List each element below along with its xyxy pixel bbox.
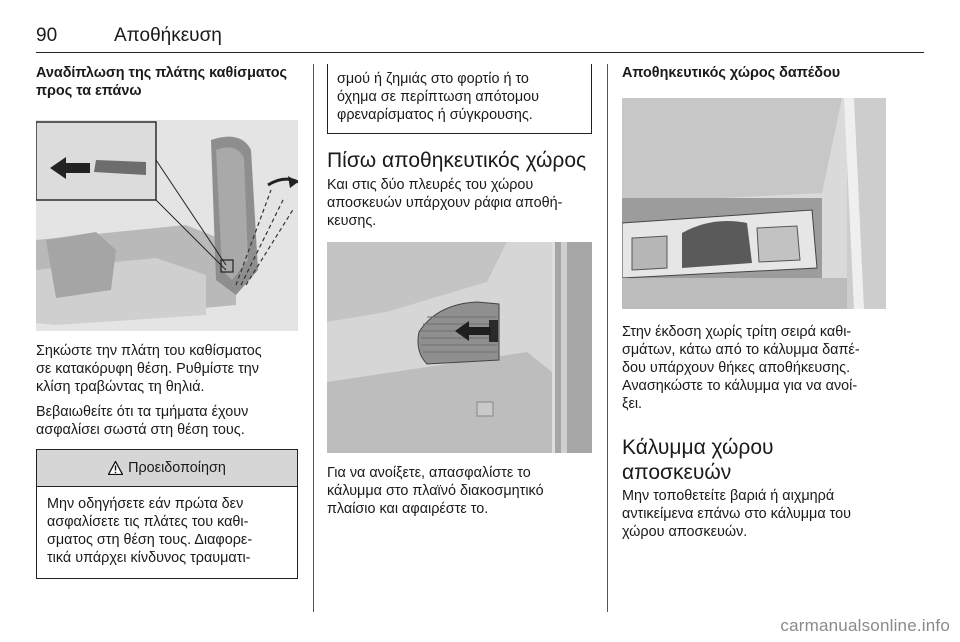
- column-3: [622, 64, 886, 541]
- heading-rear-storage: Πίσω αποθηκευτικός χώρος: [327, 149, 587, 172]
- paragraph-open-cover: Για να ανοίξετε, απασφαλίστε το κάλυμμα στο πλαϊνό διακοσμητικό πλαίσιο και αφαιρέστε το.: [327, 465, 544, 517]
- warning-box: [36, 449, 298, 579]
- figure-side-storage-cover: [327, 242, 592, 453]
- warning-text: Μην οδηγήσετε εάν πρώτα δεν ασφαλίσετε τις πλάτες του καθι- σματος στη θέση τους. Διαφορε- τικά υπάρχει κίνδυνος τραυματι-: [47, 496, 253, 566]
- figure-floor-storage: [622, 98, 886, 309]
- page-number: 90: [36, 25, 58, 46]
- column-1: [36, 64, 298, 579]
- warning-header: [37, 450, 297, 487]
- column-2: [327, 64, 592, 518]
- paragraph-storage-shelves: Και στις δύο πλευρές του χώρου αποσκευών υπάρχουν ράφια αποθή- κευσης.: [327, 177, 563, 229]
- warning-continuation: σμού ή ζημιάς στο φορτίο ή το όχημα σε περίπτωση απότομου φρεναρίσματος ή σύγκρουσης.: [327, 64, 592, 134]
- column-divider: [313, 64, 314, 612]
- warning-title: Προειδοποίηση: [128, 460, 226, 476]
- page-header: [36, 22, 924, 53]
- section-title: Αποθήκευση: [114, 25, 222, 46]
- paragraph-floor-compartments: Στην έκδοση χωρίς τρίτη σειρά καθι- σμάτων, κάτω από το κάλυμμα δαπέ- δου υπάρχουν θήκες αποθήκευσης. Ανασηκώστε το κάλυμμα για να ανοί- ξει.: [622, 324, 860, 412]
- figure-seat-backrest: [36, 120, 298, 331]
- paragraph-luggage-cover-note: Μην τοποθετείτε βαριά ή αιχμηρά αντικείμενα επάνω στο κάλυμμα του χώρου αποσκευών.: [622, 488, 851, 540]
- column-divider: [607, 64, 608, 612]
- heading-floor-storage: Αποθηκευτικός χώρος δαπέδου: [622, 65, 841, 81]
- heading-fold-seatback: Αναδίπλωση της πλάτης καθίσματος προς τα επάνω: [36, 65, 288, 99]
- warning-triangle-icon: [108, 461, 123, 475]
- watermark: carmanualsonline.info: [780, 616, 950, 635]
- paragraph-lift-seatback: Σηκώστε την πλάτη του καθίσματος σε κατακόρυφη θέση. Ρυθμίστε την κλίση τραβώντας τη θηλιά.: [36, 343, 262, 395]
- heading-luggage-cover: Κάλυμμα χώρου αποσκευών: [622, 436, 774, 484]
- arrow-left-icon: [50, 157, 90, 179]
- arrow-left-icon: [455, 321, 491, 341]
- paragraph-ensure-locked: Βεβαιωθείτε ότι τα τμήματα έχουν ασφαλίσει σωστά στη θέση τους.: [36, 404, 249, 438]
